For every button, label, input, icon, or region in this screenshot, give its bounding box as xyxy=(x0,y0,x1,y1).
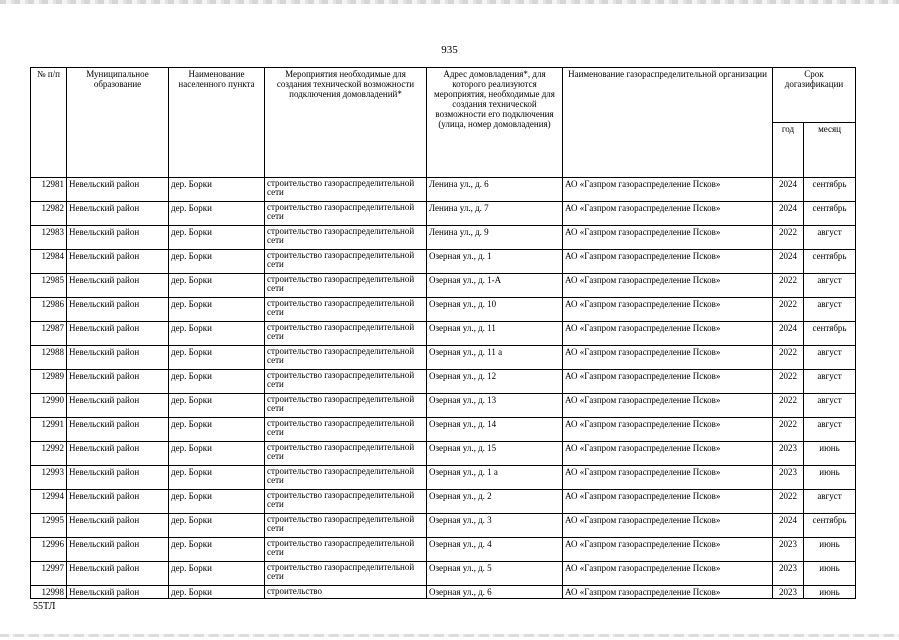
cell-organization: АО «Газпром газораспределение Псков» xyxy=(563,538,773,562)
cell-municipality: Невельский район xyxy=(67,586,169,599)
cell-month: сентябрь xyxy=(804,250,856,274)
cell-settlement: дер. Борки xyxy=(169,562,265,586)
cell-municipality: Невельский район xyxy=(67,202,169,226)
cell-activity: строительство газораспределительной сети xyxy=(265,442,427,466)
cell-address: Озерная ул., д. 13 xyxy=(427,394,563,418)
cell-num: 12986 xyxy=(31,298,67,322)
cell-settlement: дер. Борки xyxy=(169,418,265,442)
cell-num: 12993 xyxy=(31,466,67,490)
table-row xyxy=(31,346,856,370)
table-row xyxy=(31,226,856,250)
cell-year: 2024 xyxy=(773,514,804,538)
table-row xyxy=(31,562,856,586)
cell-address: Ленина ул., д. 6 xyxy=(427,178,563,202)
cell-num: 12984 xyxy=(31,250,67,274)
cell-settlement: дер. Борки xyxy=(169,322,265,346)
header-period: Срок догазификации xyxy=(773,68,856,123)
table-row xyxy=(31,250,856,274)
cell-municipality: Невельский район xyxy=(67,514,169,538)
cell-address: Озерная ул., д. 1 а xyxy=(427,466,563,490)
cell-address: Озерная ул., д. 2 xyxy=(427,490,563,514)
cell-activity: строительство xyxy=(265,586,427,599)
table-row xyxy=(31,274,856,298)
cell-num: 12997 xyxy=(31,562,67,586)
cell-address: Озерная ул., д. 3 xyxy=(427,514,563,538)
cell-settlement: дер. Борки xyxy=(169,274,265,298)
cell-num: 12982 xyxy=(31,202,67,226)
table-row xyxy=(31,202,856,226)
cell-year: 2022 xyxy=(773,370,804,394)
cell-month: сентябрь xyxy=(804,322,856,346)
cell-month: август xyxy=(804,274,856,298)
cell-num: 12994 xyxy=(31,490,67,514)
cell-year: 2022 xyxy=(773,298,804,322)
cell-activity: строительство газораспределительной сети xyxy=(265,274,427,298)
cell-settlement: дер. Борки xyxy=(169,514,265,538)
cell-organization: АО «Газпром газораспределение Псков» xyxy=(563,442,773,466)
footer-code: 55ТЛ xyxy=(33,601,56,612)
cell-num: 12995 xyxy=(31,514,67,538)
cell-address: Озерная ул., д. 4 xyxy=(427,538,563,562)
cell-organization: АО «Газпром газораспределение Псков» xyxy=(563,514,773,538)
cell-address: Озерная ул., д. 15 xyxy=(427,442,563,466)
cell-month: август xyxy=(804,490,856,514)
cell-activity: строительство газораспределительной сети xyxy=(265,514,427,538)
cell-settlement: дер. Борки xyxy=(169,298,265,322)
cell-num: 12991 xyxy=(31,418,67,442)
cell-month: июнь xyxy=(804,586,856,599)
table-row xyxy=(31,514,856,538)
cell-municipality: Невельский район xyxy=(67,418,169,442)
cell-address: Озерная ул., д. 14 xyxy=(427,418,563,442)
cell-settlement: дер. Борки xyxy=(169,250,265,274)
cell-address: Озерная ул., д. 10 xyxy=(427,298,563,322)
cell-organization: АО «Газпром газораспределение Псков» xyxy=(563,322,773,346)
header-municipality: Муниципальное образование xyxy=(67,68,169,178)
cell-year: 2024 xyxy=(773,178,804,202)
cell-month: сентябрь xyxy=(804,202,856,226)
cell-municipality: Невельский район xyxy=(67,538,169,562)
cell-address: Озерная ул., д. 1 xyxy=(427,250,563,274)
cell-num: 12998 xyxy=(31,586,67,599)
header-num: № п/п xyxy=(31,68,67,178)
cell-month: август xyxy=(804,370,856,394)
cell-settlement: дер. Борки xyxy=(169,226,265,250)
cell-num: 12996 xyxy=(31,538,67,562)
cell-month: август xyxy=(804,346,856,370)
cell-month: июнь xyxy=(804,466,856,490)
cell-year: 2022 xyxy=(773,418,804,442)
cell-month: август xyxy=(804,298,856,322)
table-row xyxy=(31,178,856,202)
header-month: месяц xyxy=(804,123,856,178)
cell-municipality: Невельский район xyxy=(67,178,169,202)
cell-address: Озерная ул., д. 11 а xyxy=(427,346,563,370)
cell-settlement: дер. Борки xyxy=(169,346,265,370)
cell-organization: АО «Газпром газораспределение Псков» xyxy=(563,346,773,370)
cell-municipality: Невельский район xyxy=(67,250,169,274)
cell-settlement: дер. Борки xyxy=(169,490,265,514)
cell-address: Озерная ул., д. 6 xyxy=(427,586,563,599)
cell-municipality: Невельский район xyxy=(67,394,169,418)
cell-organization: АО «Газпром газораспределение Псков» xyxy=(563,274,773,298)
cell-num: 12987 xyxy=(31,322,67,346)
table-row xyxy=(31,322,856,346)
cell-municipality: Невельский район xyxy=(67,274,169,298)
cell-organization: АО «Газпром газораспределение Псков» xyxy=(563,226,773,250)
cell-settlement: дер. Борки xyxy=(169,178,265,202)
cell-activity: строительство газораспределительной сети xyxy=(265,250,427,274)
cell-organization: АО «Газпром газораспределение Псков» xyxy=(563,586,773,599)
cell-year: 2023 xyxy=(773,562,804,586)
gasification-table xyxy=(30,67,856,599)
cell-municipality: Невельский район xyxy=(67,490,169,514)
cell-organization: АО «Газпром газораспределение Псков» xyxy=(563,562,773,586)
cell-activity: строительство газораспределительной сети xyxy=(265,226,427,250)
cell-organization: АО «Газпром газораспределение Псков» xyxy=(563,418,773,442)
cell-num: 12988 xyxy=(31,346,67,370)
cell-municipality: Невельский район xyxy=(67,370,169,394)
cell-num: 12989 xyxy=(31,370,67,394)
cell-activity: строительство газораспределительной сети xyxy=(265,202,427,226)
cell-year: 2022 xyxy=(773,346,804,370)
cell-municipality: Невельский район xyxy=(67,298,169,322)
cell-year: 2022 xyxy=(773,394,804,418)
header-settlement: Наименование населенного пункта xyxy=(169,68,265,178)
cell-year: 2022 xyxy=(773,274,804,298)
cell-settlement: дер. Борки xyxy=(169,442,265,466)
cell-activity: строительство газораспределительной сети xyxy=(265,322,427,346)
cell-settlement: дер. Борки xyxy=(169,586,265,599)
cell-month: сентябрь xyxy=(804,178,856,202)
cell-address: Озерная ул., д. 12 xyxy=(427,370,563,394)
cell-year: 2023 xyxy=(773,586,804,599)
cell-year: 2024 xyxy=(773,250,804,274)
cell-organization: АО «Газпром газораспределение Псков» xyxy=(563,370,773,394)
cell-settlement: дер. Борки xyxy=(169,538,265,562)
cell-address: Озерная ул., д. 5 xyxy=(427,562,563,586)
cell-year: 2023 xyxy=(773,442,804,466)
cell-activity: строительство газораспределительной сети xyxy=(265,538,427,562)
cell-organization: АО «Газпром газораспределение Псков» xyxy=(563,490,773,514)
cell-organization: АО «Газпром газораспределение Псков» xyxy=(563,250,773,274)
cell-month: август xyxy=(804,418,856,442)
cell-num: 12983 xyxy=(31,226,67,250)
cell-year: 2024 xyxy=(773,322,804,346)
table-row xyxy=(31,586,856,599)
cell-month: август xyxy=(804,394,856,418)
cell-month: сентябрь xyxy=(804,514,856,538)
page-number: 935 xyxy=(441,44,458,56)
table-row xyxy=(31,418,856,442)
header-year: год xyxy=(773,123,804,178)
cell-num: 12992 xyxy=(31,442,67,466)
cell-settlement: дер. Борки xyxy=(169,202,265,226)
table-row xyxy=(31,490,856,514)
cell-activity: строительство газораспределительной сети xyxy=(265,490,427,514)
cell-organization: АО «Газпром газораспределение Псков» xyxy=(563,466,773,490)
cell-activity: строительство газораспределительной сети xyxy=(265,370,427,394)
cell-municipality: Невельский район xyxy=(67,442,169,466)
scan-edge-bottom xyxy=(0,634,899,637)
table-row xyxy=(31,394,856,418)
cell-settlement: дер. Борки xyxy=(169,370,265,394)
table-row xyxy=(31,538,856,562)
cell-year: 2023 xyxy=(773,466,804,490)
cell-activity: строительство газораспределительной сети xyxy=(265,298,427,322)
cell-organization: АО «Газпром газораспределение Псков» xyxy=(563,298,773,322)
cell-settlement: дер. Борки xyxy=(169,394,265,418)
cell-num: 12985 xyxy=(31,274,67,298)
cell-year: 2023 xyxy=(773,538,804,562)
cell-address: Озерная ул., д. 11 xyxy=(427,322,563,346)
cell-year: 2022 xyxy=(773,490,804,514)
cell-activity: строительство газораспределительной сети xyxy=(265,394,427,418)
cell-activity: строительство газораспределительной сети xyxy=(265,346,427,370)
cell-activity: строительство газораспределительной сети xyxy=(265,178,427,202)
cell-num: 12981 xyxy=(31,178,67,202)
table-row xyxy=(31,466,856,490)
cell-month: июнь xyxy=(804,562,856,586)
cell-month: июнь xyxy=(804,538,856,562)
header-organization: Наименование газораспределительной организации xyxy=(563,68,773,178)
cell-activity: строительство газораспределительной сети xyxy=(265,418,427,442)
cell-activity: строительство газораспределительной сети xyxy=(265,466,427,490)
cell-address: Озерная ул., д. 1-А xyxy=(427,274,563,298)
table-row xyxy=(31,298,856,322)
header-activity: Мероприятия необходимые для создания технической возможности подключения домовладений* xyxy=(265,68,427,178)
header-address: Адрес домовладения*, для которого реализуются мероприятия, необходимые для создания технической возможности его подключения (улица, номер домовладения) xyxy=(427,68,563,178)
cell-address: Ленина ул., д. 9 xyxy=(427,226,563,250)
cell-activity: строительство газораспределительной сети xyxy=(265,562,427,586)
cell-organization: АО «Газпром газораспределение Псков» xyxy=(563,178,773,202)
cell-municipality: Невельский район xyxy=(67,466,169,490)
cell-municipality: Невельский район xyxy=(67,346,169,370)
cell-year: 2022 xyxy=(773,226,804,250)
table-row xyxy=(31,370,856,394)
cell-settlement: дер. Борки xyxy=(169,466,265,490)
cell-municipality: Невельский район xyxy=(67,226,169,250)
scan-edge-top xyxy=(0,0,899,4)
cell-organization: АО «Газпром газораспределение Псков» xyxy=(563,394,773,418)
cell-month: август xyxy=(804,226,856,250)
table-row xyxy=(31,442,856,466)
cell-address: Ленина ул., д. 7 xyxy=(427,202,563,226)
table-body xyxy=(31,178,856,599)
cell-organization: АО «Газпром газораспределение Псков» xyxy=(563,202,773,226)
cell-municipality: Невельский район xyxy=(67,562,169,586)
cell-month: июнь xyxy=(804,442,856,466)
cell-year: 2024 xyxy=(773,202,804,226)
cell-num: 12990 xyxy=(31,394,67,418)
cell-municipality: Невельский район xyxy=(67,322,169,346)
